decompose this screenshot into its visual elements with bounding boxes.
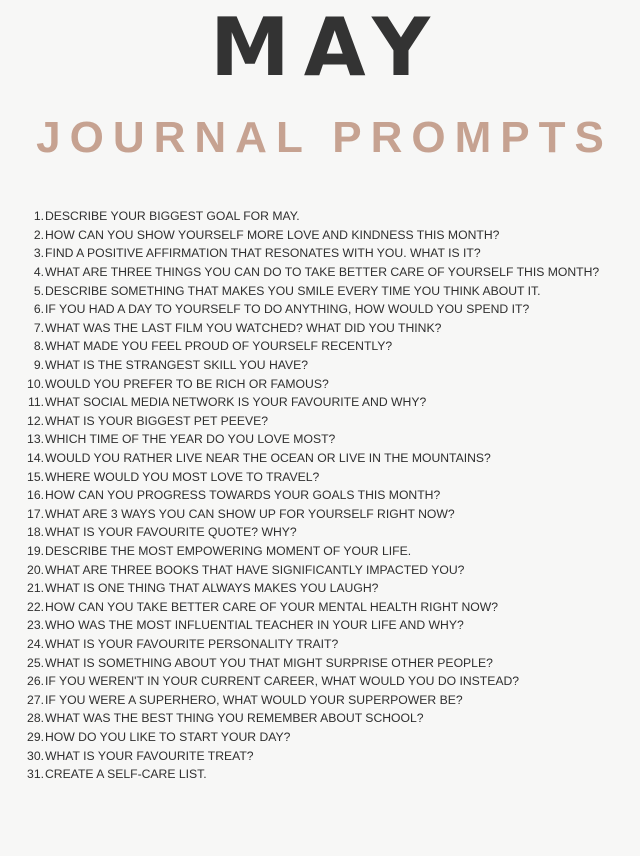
prompt-number: 16. (27, 488, 44, 503)
prompt-item (20, 579, 630, 598)
prompt-number: 8. (33, 339, 44, 354)
prompt-number: 29. (27, 729, 44, 744)
prompt-item (20, 746, 630, 765)
prompt-number: 31. (27, 767, 44, 782)
prompt-number: 1. (33, 209, 44, 224)
prompt-item (20, 653, 630, 672)
prompt-text: WHAT ARE THREE BOOKS THAT HAVE SIGNIFICANTLY IMPACTED YOU? (45, 562, 465, 577)
prompt-text: IF YOU WEREN'T IN YOUR CURRENT CAREER, WHAT WOULD YOU DO INSTEAD? (45, 674, 520, 689)
prompt-item (20, 356, 630, 375)
prompt-number: 3. (33, 246, 44, 261)
prompt-item (20, 597, 630, 616)
prompt-number: 9. (33, 358, 44, 373)
prompt-text: WHAT IS YOUR FAVOURITE PERSONALITY TRAIT? (45, 636, 339, 651)
prompt-text: HOW DO YOU LIKE TO START YOUR DAY? (45, 729, 291, 744)
prompt-number: 17. (27, 506, 44, 521)
page-title: MAY (210, 1, 444, 94)
prompt-item (20, 672, 630, 691)
prompt-item (20, 449, 630, 468)
prompt-item (20, 523, 630, 542)
prompt-number: 5. (33, 283, 44, 298)
prompt-number: 2. (33, 227, 44, 242)
prompt-text: IF YOU HAD A DAY TO YOURSELF TO DO ANYTHING, HOW WOULD YOU SPEND IT? (45, 302, 530, 317)
prompt-item (20, 207, 630, 226)
prompt-item (20, 728, 630, 747)
prompt-number: 19. (27, 543, 44, 558)
prompt-text: WHAT IS YOUR FAVOURITE TREAT? (45, 748, 254, 763)
prompt-number: 15. (27, 469, 44, 484)
prompt-item (20, 467, 630, 486)
prompt-text: WHERE WOULD YOU MOST LOVE TO TRAVEL? (45, 469, 320, 484)
prompt-number: 10. (27, 376, 44, 391)
prompt-text: DESCRIBE SOMETHING THAT MAKES YOU SMILE EVERY TIME YOU THINK ABOUT IT. (45, 283, 541, 298)
prompt-text: FIND A POSITIVE AFFIRMATION THAT RESONATES WITH YOU. WHAT IS IT? (45, 246, 481, 261)
prompt-text: WHAT IS THE STRANGEST SKILL YOU HAVE? (45, 358, 309, 373)
prompt-text: WHAT IS YOUR BIGGEST PET PEEVE? (45, 413, 269, 428)
prompt-item (20, 281, 630, 300)
prompt-text: DESCRIBE THE MOST EMPOWERING MOMENT OF YOUR LIFE. (45, 543, 412, 558)
prompt-number: 21. (27, 581, 44, 596)
prompt-item (20, 319, 630, 338)
prompt-item (20, 616, 630, 635)
prompt-text: WHAT IS SOMETHING ABOUT YOU THAT MIGHT SURPRISE OTHER PEOPLE? (45, 655, 493, 670)
prompt-item (20, 263, 630, 282)
prompt-number: 22. (27, 599, 44, 614)
prompt-text: WHAT IS YOUR FAVOURITE QUOTE? WHY? (45, 525, 297, 540)
prompt-item (20, 709, 630, 728)
prompt-text: WOULD YOU RATHER LIVE NEAR THE OCEAN OR LIVE IN THE MOUNTAINS? (45, 451, 491, 466)
prompt-number: 14. (27, 451, 44, 466)
prompt-text: WHAT IS ONE THING THAT ALWAYS MAKES YOU LAUGH? (45, 581, 379, 596)
prompt-text: WHAT MADE YOU FEEL PROUD OF YOURSELF RECENTLY? (45, 339, 393, 354)
prompt-number: 7. (33, 320, 44, 335)
prompt-item (20, 430, 630, 449)
prompt-item (20, 542, 630, 561)
prompt-number: 23. (27, 618, 44, 633)
prompt-text: WHAT WAS THE LAST FILM YOU WATCHED? WHAT DID YOU THINK? (45, 320, 442, 335)
prompt-number: 4. (33, 265, 44, 280)
prompt-text: CREATE A SELF-CARE LIST. (45, 767, 207, 782)
prompt-text: WHAT ARE 3 WAYS YOU CAN SHOW UP FOR YOURSELF RIGHT NOW? (45, 506, 455, 521)
prompt-item (20, 374, 630, 393)
prompt-text: HOW CAN YOU TAKE BETTER CARE OF YOUR MENTAL HEALTH RIGHT NOW? (45, 599, 499, 614)
prompt-number: 24. (27, 636, 44, 651)
prompt-text: DESCRIBE YOUR BIGGEST GOAL FOR MAY. (45, 209, 300, 224)
prompt-number: 28. (27, 711, 44, 726)
prompt-text: WOULD YOU PREFER TO BE RICH OR FAMOUS? (45, 376, 329, 391)
prompt-number: 25. (27, 655, 44, 670)
prompt-item (20, 505, 630, 524)
prompt-text: WHAT SOCIAL MEDIA NETWORK IS YOUR FAVOURITE AND WHY? (45, 395, 427, 410)
prompt-item (20, 337, 630, 356)
prompt-item (20, 393, 630, 412)
prompt-item (20, 690, 630, 709)
prompt-number: 13. (27, 432, 44, 447)
prompt-text: HOW CAN YOU PROGRESS TOWARDS YOUR GOALS THIS MONTH? (45, 488, 441, 503)
prompt-item (20, 635, 630, 654)
prompt-number: 12. (27, 413, 44, 428)
prompt-text: WHICH TIME OF THE YEAR DO YOU LOVE MOST? (45, 432, 336, 447)
prompt-list (20, 207, 630, 783)
prompt-text: WHO WAS THE MOST INFLUENTIAL TEACHER IN YOUR LIFE AND WHY? (45, 618, 464, 633)
prompt-item (20, 412, 630, 431)
prompt-number: 20. (27, 562, 44, 577)
prompt-item (20, 244, 630, 263)
prompt-number: 26. (27, 674, 44, 689)
prompt-item (20, 560, 630, 579)
page-subtitle: JOURNAL PROMPTS (36, 113, 613, 162)
prompt-item (20, 226, 630, 245)
prompt-text: WHAT WAS THE BEST THING YOU REMEMBER ABOUT SCHOOL? (45, 711, 424, 726)
prompt-number: 6. (33, 302, 44, 317)
prompt-text: WHAT ARE THREE THINGS YOU CAN DO TO TAKE BETTER CARE OF YOURSELF THIS MONTH? (45, 265, 600, 280)
prompt-item (20, 765, 630, 784)
prompt-item (20, 486, 630, 505)
prompt-number: 30. (27, 748, 44, 763)
prompt-number: 18. (27, 525, 44, 540)
prompt-item (20, 300, 630, 319)
prompt-text: HOW CAN YOU SHOW YOURSELF MORE LOVE AND KINDNESS THIS MONTH? (45, 227, 500, 242)
prompt-text: IF YOU WERE A SUPERHERO, WHAT WOULD YOUR SUPERPOWER BE? (45, 692, 463, 707)
prompt-number: 27. (27, 692, 44, 707)
prompt-number: 11. (27, 395, 44, 410)
